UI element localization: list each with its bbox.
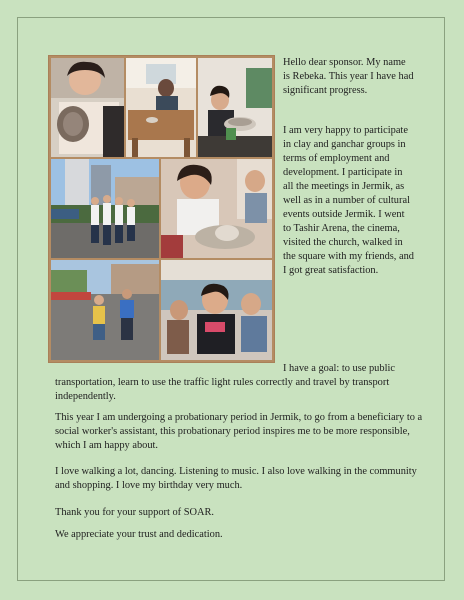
photo-group-indoors <box>161 260 272 360</box>
photo-clay-plate <box>51 58 124 157</box>
photo-girl-molding-clay <box>161 159 272 258</box>
letter-paragraph-thanks: Thank you for your support of SOAR. <box>55 507 215 518</box>
letter-paragraph-activities: I am very happy to participate in clay and ganchar groups in terms of employment and development. I participate in all the meetings in Jermik, as well as in a number of cultural events outside Jermik. I went to Tashir Arena, the cinema, visited the church, walked in the square with my friends, and I got great satisfaction. <box>283 125 415 276</box>
letter-paragraph-probation: This year I am undergoing a probationary period in Jermik, to go from a beneficiary to a social worker's assistant, this probationary period inspires me to be more responsible, which I am happy about. <box>55 412 423 451</box>
photo-collage <box>48 55 275 363</box>
photo-workshop-table <box>126 58 196 157</box>
letter-paragraph-hobbies: I love walking a lot, dancing. Listening to music. I also love walking in the community and shopping. I love my birthday very much. <box>55 466 417 491</box>
letter-paragraph-goal <box>55 362 425 404</box>
letter-paragraph-greeting: Hello dear sponsor. My name is Rebeka. This year I have had significant progress. <box>283 57 414 96</box>
photo-girl-with-bowl <box>198 58 272 157</box>
photo-group-walking <box>51 159 159 258</box>
letter-paragraph-goal-text: I have a goal: to use public transportation, learn to use the traffic light rules correctly and travel by transport independently. <box>55 363 395 402</box>
letter-paragraph-closing: We appreciate your trust and dedication. <box>55 529 223 540</box>
photo-street-walk <box>51 260 159 360</box>
